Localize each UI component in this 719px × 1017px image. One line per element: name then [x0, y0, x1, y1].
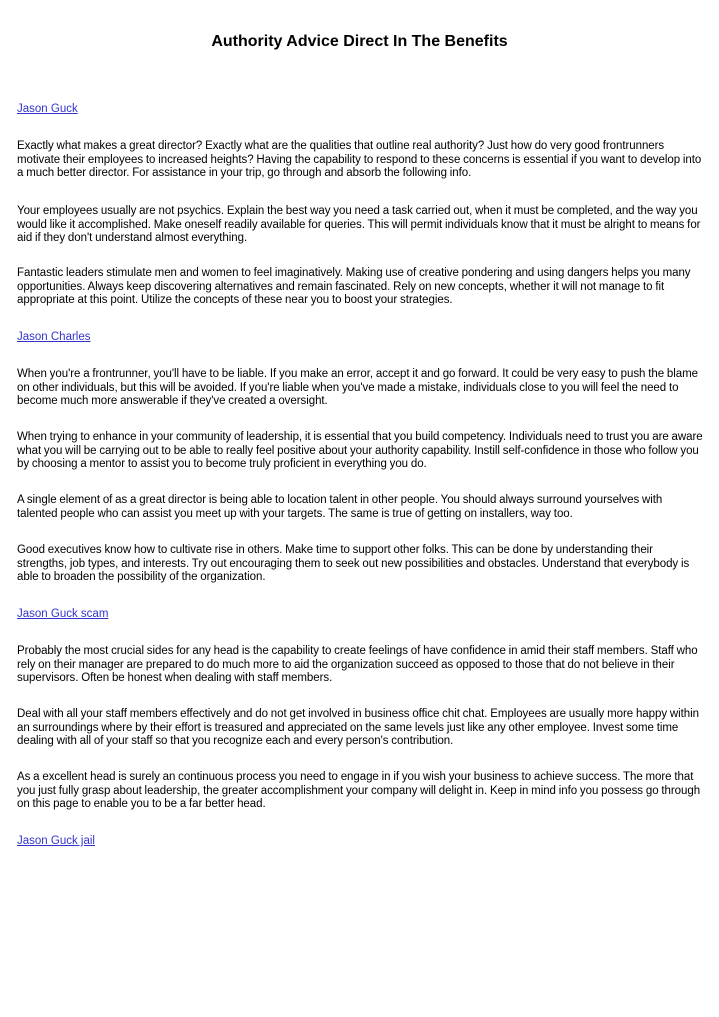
- paragraph-10: As a excellent head is surely an continuous process you need to engage in if you wish your business to achieve success. The more that you just fully grasp about leadership, the greater accomplishment your company will delight in. Keep in mind info you possess go through on this page to enable you to be a far better head.: [17, 771, 701, 810]
- paragraph-2: Your employees usually are not psychics. Explain the best way you need a task carried out, when it must be completed, and the way you would like it accomplished. Make oneself readily available for queries. This will permit individuals know that it must be alright to means for aid if they don't understand almost everything.: [17, 205, 701, 244]
- paragraph-8: Probably the most crucial sides for any head is the capability to create feelings of have confidence in amid their staff members. Staff who rely on their manager are prepared to do much more to aid the organization succeed as opposed to those that do not believe in their supervisors. Often be honest when dealing with staff members.: [17, 645, 698, 684]
- link-jason-guck-scam[interactable]: Jason Guck scam: [17, 608, 109, 620]
- link-jason-guck[interactable]: Jason Guck: [17, 103, 78, 115]
- paragraph-1: Exactly what makes a great director? Exactly what are the qualities that outline real authority? Just how do very good frontrunners motivate their employees to increased heights? Having the capability to respond to these concerns is essential if you want to develop into a much better director. For assistance in your trip, go through and absorb the following info.: [17, 140, 702, 179]
- link-jason-charles[interactable]: Jason Charles: [17, 331, 91, 343]
- page-title: Authority Advice Direct In The Benefits: [211, 33, 508, 50]
- paragraph-4: When you're a frontrunner, you'll have to be liable. If you make an error, accept it and go forward. It could be very easy to push the blame on other individuals, but this will be avoided. If you're liable when you've made a mistake, individuals close to you will feel the need to become much more answerable if they've created a oversight.: [17, 368, 698, 407]
- paragraph-9: Deal with all your staff members effectively and do not get involved in business office chit chat. Employees are usually more happy within an surroundings where by their effort is treasured and appreciated on the same levels just like any other employee. Invest some time dealing with all of your staff so that you recognize each and every person's contribution.: [17, 708, 699, 747]
- paragraph-3: Fantastic leaders stimulate men and women to feel imaginatively. Making use of creative pondering and using dangers helps you many opportunities. Always keep discovering alternatives and remain fascinated. Rely on new concepts, whether it will not manage to fit appropriate at this point. Utilize the concepts of these near you to boost your strategies.: [17, 267, 691, 306]
- paragraph-6: A single element of as a great director is being able to location talent in other people. You should always surround yourselves with talented people who can assist you meet up with your targets. The same is true of getting on installers, way too.: [17, 494, 663, 520]
- paragraph-5: When trying to enhance in your community of leadership, it is essential that you build competency. Individuals need to trust you are aware what you will be carrying out to be able to really feel positive about your authority capability. Instill self-confidence in those who follow you by choosing a mentor to assist you to become truly proficient in everything you do.: [17, 431, 703, 470]
- link-jason-guck-jail[interactable]: Jason Guck jail: [17, 835, 95, 847]
- paragraph-7: Good executives know how to cultivate rise in others. Make time to support other folks. This can be done by understanding their strengths, job types, and interests. Try out encouraging them to seek out new possibilities and obstacles. Understand that everybody is able to broaden the possibility of the organization.: [17, 544, 690, 583]
